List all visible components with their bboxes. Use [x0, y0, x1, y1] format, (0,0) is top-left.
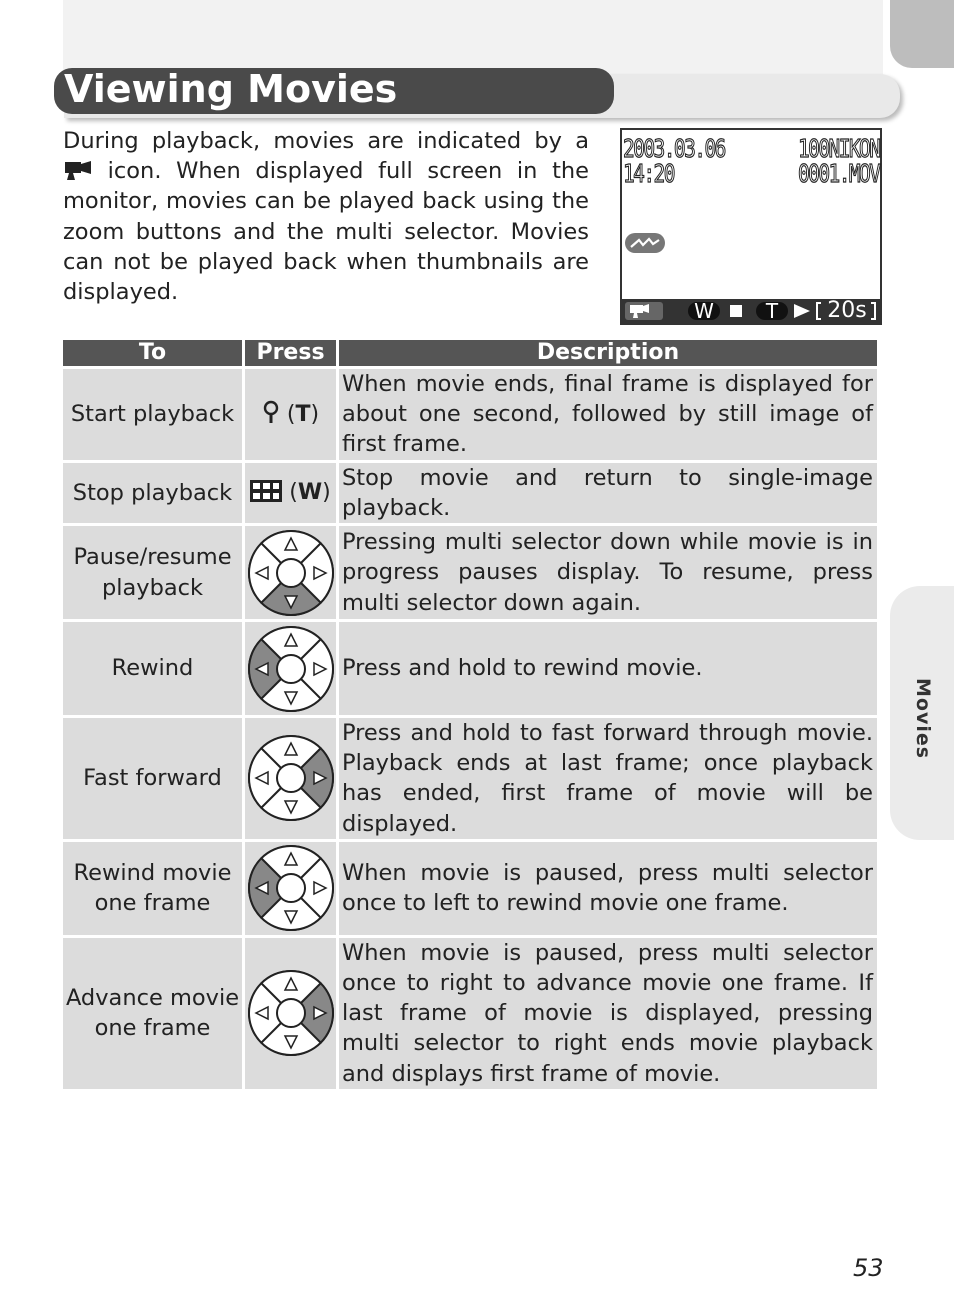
monitor-zoom-t: T — [765, 299, 779, 323]
monitor-status-bar — [622, 299, 880, 323]
table-row — [63, 526, 877, 619]
row-press: (T) — [245, 369, 336, 460]
table-row — [63, 463, 877, 523]
header-to: To — [63, 340, 242, 366]
row-description: When movie is paused, press multi selector once to right to advance movie one frame. If last frame of movie is displayed, pressing multi selector to right ends movie playback and displays first frame of movie. — [339, 938, 877, 1089]
table-row — [63, 938, 877, 1089]
multi-selector-down-icon — [245, 529, 336, 617]
row-description: Press and hold to rewind movie. — [339, 622, 877, 715]
corner-tab — [890, 0, 954, 68]
multi-selector-left-icon — [245, 844, 336, 932]
row-press — [245, 718, 336, 839]
row-press: (W) — [245, 463, 336, 523]
row-description: When movie is paused, press multi selector once to left to rewind movie one frame. — [339, 842, 877, 935]
row-press — [245, 938, 336, 1089]
monitor-file: 0001.MOV — [797, 159, 879, 188]
monitor-display — [620, 128, 882, 325]
press-button-label: W — [297, 480, 323, 506]
row-to: Fast forward — [63, 718, 242, 839]
multi-selector-right-icon — [245, 734, 336, 822]
thumbnail-icon — [250, 480, 282, 502]
monitor-duration: 20s — [827, 298, 867, 323]
press-button-label: T — [295, 401, 311, 427]
row-press — [245, 622, 336, 715]
monitor-time: 14:20 — [623, 159, 674, 188]
row-to: Advance movie one frame — [63, 938, 242, 1089]
header-description: Description — [339, 340, 877, 366]
row-to: Start playback — [63, 369, 242, 460]
row-description: Stop movie and return to single-image playback. — [339, 463, 877, 523]
monitor-zoom-w: W — [694, 299, 714, 323]
row-to: Pause/resume playback — [63, 526, 242, 619]
monitor-folder: 100NIKON — [797, 134, 879, 163]
multi-selector-left-icon — [245, 625, 336, 713]
table-header-row — [63, 340, 877, 366]
multi-selector-right-icon — [245, 969, 336, 1057]
movie-camera-icon — [63, 159, 93, 181]
table-row — [63, 622, 877, 715]
page-number: 53 — [853, 1254, 884, 1282]
intro-paragraph — [63, 126, 589, 307]
intro-text-before: During playback, movies are indicated by a — [63, 128, 589, 154]
header-press: Press — [245, 340, 336, 366]
row-press — [245, 842, 336, 935]
playback-table — [60, 337, 880, 1092]
row-press — [245, 526, 336, 619]
page-title: Viewing Movies — [64, 67, 398, 111]
table-row — [63, 842, 877, 935]
transfer-icon — [625, 233, 665, 253]
table-row — [63, 369, 877, 460]
monitor-date: 2003.03.06 — [623, 134, 725, 163]
row-to: Rewind movie one frame — [63, 842, 242, 935]
row-description: Pressing multi selector down while movie is in progress pauses display. To resume, press multi selector down again. — [339, 526, 877, 619]
row-to: Rewind — [63, 622, 242, 715]
intro-text-after: icon. When displayed full screen in the monitor, movies can be played back using the zoom buttons and the multi selector. Movies can not be played back when thumbnails are displayed. — [63, 158, 589, 306]
row-to: Stop playback — [63, 463, 242, 523]
row-description: Press and hold to fast forward through movie. Playback ends at last frame; once playback has ended, first frame of movie will be displayed. — [339, 718, 877, 839]
zoom-in-icon — [262, 400, 280, 424]
table-row — [63, 718, 877, 839]
row-description: When movie ends, final frame is displayed for about one second, followed by still image of first frame. — [339, 369, 877, 460]
side-tab-label: Movies — [912, 678, 934, 760]
